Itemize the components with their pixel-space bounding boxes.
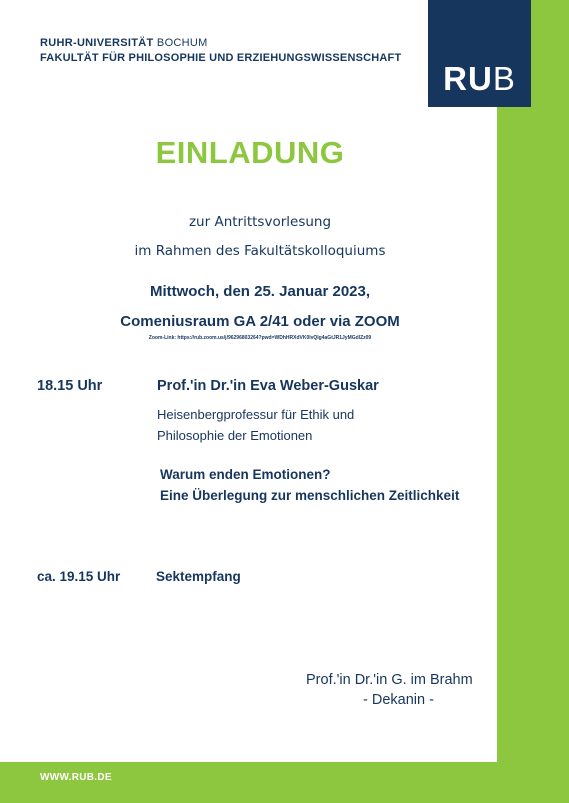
faculty-name: FAKULTÄT FÜR PHILOSOPHIE UND ERZIEHUNGSWISSENSCHAFT	[40, 52, 402, 64]
speaker-name: Prof.'in Dr.'in Eva Weber-Guskar	[157, 378, 379, 394]
event-location: Comeniusraum GA 2/41 oder via ZOOM	[120, 313, 400, 330]
program-time-2: ca. 19.15 Uhr	[37, 569, 121, 584]
talk-title-2: Eine Überlegung zur menschlichen Zeitlichkeit	[160, 488, 460, 503]
rub-logo	[428, 0, 531, 107]
rub-logo-part1: RU	[443, 60, 493, 97]
website-link[interactable]: WWW.RUB.DE	[40, 772, 112, 783]
intro-line-1: zur Antrittsvorlesung	[188, 214, 332, 230]
zoom-link[interactable]: Zoom-Link: https://rub.zoom.us/j/96296803264?pwd=WDhHRXdVK0lvQlg4aGtJR1JyMGdlZz09	[148, 335, 372, 341]
dean-name: Prof.'in Dr.'in G. im Brahm	[306, 672, 473, 688]
event-date: Mittwoch, den 25. Januar 2023,	[149, 283, 371, 300]
university-name-bold: RUHR-UNIVERSITÄT	[40, 37, 154, 49]
dean-role: - Dekanin -	[363, 692, 434, 708]
program-time-1: 18.15 Uhr	[37, 378, 103, 394]
intro-line-2: im Rahmen des Fakultätskolloquiums	[134, 243, 386, 259]
reception-label: Sektempfang	[156, 569, 241, 584]
rub-logo-part2: B	[492, 60, 516, 97]
rub-logo-text	[428, 62, 531, 95]
university-name	[40, 37, 208, 49]
speaker-affiliation-2: Philosophie der Emotionen	[157, 428, 313, 443]
page-title: EINLADUNG	[155, 135, 345, 170]
green-side-band	[497, 0, 569, 803]
talk-title-1: Warum enden Emotionen?	[160, 467, 331, 482]
university-name-city: BOCHUM	[153, 37, 208, 49]
speaker-affiliation-1: Heisenbergprofessur für Ethik und	[157, 407, 355, 422]
